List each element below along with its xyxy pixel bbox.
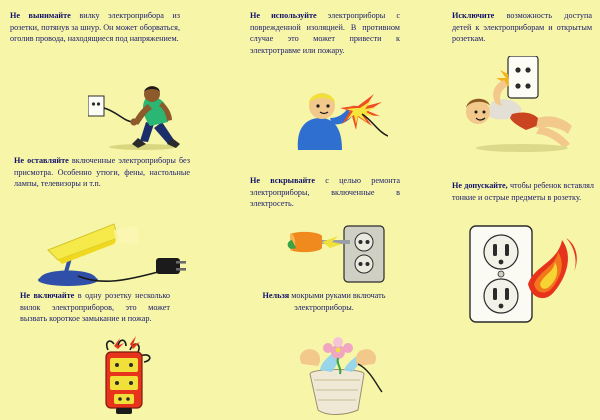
rule-block-6: [452, 180, 594, 203]
rule-text-4: [14, 155, 190, 190]
man-pulling-cord-icon: [88, 78, 180, 150]
rule-lead-1: Не вынимайте: [10, 11, 71, 20]
overloaded-socket-icon: [96, 336, 156, 416]
child-falling-outlet-icon: [452, 56, 582, 152]
rule-body-7: в одну розетку несколько вилок электроприборов, это может вызвать короткое замыкание и пожар.: [20, 291, 170, 323]
rule-lead-6: Не допускайте,: [452, 181, 508, 190]
rule-text-3: [452, 10, 592, 45]
rule-text-7: [20, 290, 170, 325]
rule-block-1: [10, 10, 180, 45]
rule-lead-4: Не оставляйте: [14, 156, 69, 165]
rule-block-8: [248, 290, 400, 313]
wet-hands-plug-icon: [292, 330, 384, 416]
rule-lead-7: Не включайте: [20, 291, 75, 300]
rule-lead-3: Исключите: [452, 11, 495, 20]
rule-text-1: [10, 10, 180, 45]
rule-body-4: включенные электроприборы без присмотра. Особенно утюги, фены, настольные лампы, телевизоры и т.п.: [14, 156, 191, 188]
rule-text-8: [248, 290, 400, 313]
rule-text-5: [250, 175, 400, 210]
rule-lead-5: Не вскрывайте: [250, 176, 315, 185]
rule-block-3: [452, 10, 592, 45]
rule-lead-8: Нельзя: [262, 291, 290, 300]
rule-block-5: [250, 175, 400, 210]
rule-body-8: мокрыми руками включать электроприборы.: [291, 291, 386, 312]
rule-text-2: [250, 10, 400, 56]
desk-lamp-plug-icon: [18, 210, 188, 288]
screwdriver-outlet-icon: [286, 218, 402, 294]
rule-body-1: вилку электроприбора из розетки, потянув за шнур. Он может оборваться, оголив провода, находящиеся под напряжением.: [10, 11, 180, 43]
rule-block-4: [14, 155, 190, 190]
rule-block-2: [250, 10, 400, 56]
rule-body-3: возможность доступа детей к электроприборам и открытым розеткам.: [452, 11, 592, 43]
rule-body-2: электроприборы с поврежденной изоляцией. В противном случае это может привести к электротравме или пожару.: [250, 11, 400, 55]
rule-body-5: с целью ремонта электроприборы, включенные в электросеть.: [250, 176, 400, 208]
rule-text-6: [452, 180, 594, 203]
rule-block-7: [20, 290, 170, 325]
rule-lead-2: Не используйте: [250, 11, 317, 20]
outlet-fire-icon: [462, 222, 584, 326]
rule-body-6: чтобы ребенок вставлял тонкие и острые предметы в розетку.: [452, 181, 595, 202]
man-electric-shock-icon: [284, 84, 388, 150]
